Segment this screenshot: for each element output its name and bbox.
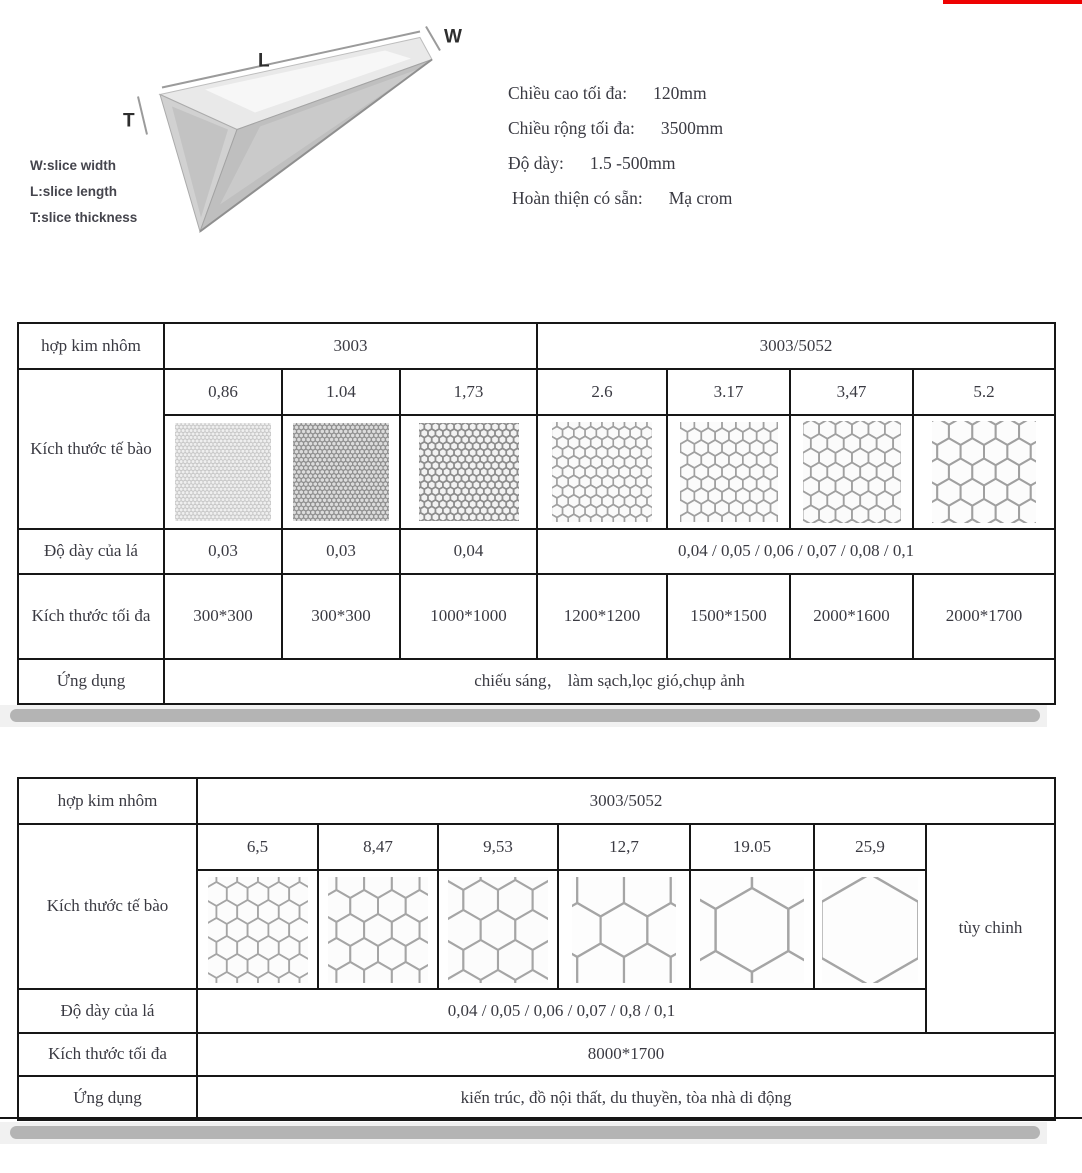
honeycomb-swatch [572, 877, 676, 983]
table-row [18, 778, 1055, 824]
bottom-divider [0, 1117, 1082, 1119]
spec-value: 120mm [653, 83, 707, 103]
honeycomb-swatch [175, 423, 271, 521]
cell-size-value: 1.04 [282, 369, 400, 415]
cell-size-value: 9,53 [438, 824, 558, 870]
alloy-group-3003: 3003 [164, 323, 537, 369]
spec-label: Độ dày: [508, 153, 564, 173]
swatch-cell [197, 870, 318, 989]
max-size-value: 300*300 [164, 574, 282, 659]
label-L: L [258, 50, 270, 72]
honeycomb-swatch [419, 423, 519, 521]
swatch-cell [400, 415, 537, 529]
table-small-cell-specs [17, 322, 1056, 705]
cell-size-value: 19.05 [690, 824, 814, 870]
max-size-value: 1200*1200 [537, 574, 667, 659]
row-label-foil: Độ dày của lá [18, 989, 197, 1033]
row-label-cell-size: Kích thước tế bào [18, 824, 197, 989]
row-label-max-size: Kích thước tối đa [18, 1033, 197, 1076]
spec-value: 1.5 -500mm [589, 153, 676, 173]
table-large-cell-specs [17, 777, 1056, 1121]
alloy-group-3003-5052: 3003/5052 [197, 778, 1055, 824]
table-row [18, 1076, 1055, 1120]
honeycomb-swatch [680, 422, 778, 522]
horizontal-scrollbar-thumb[interactable] [10, 1126, 1040, 1139]
table-row [18, 1033, 1055, 1076]
table-row [18, 323, 1055, 369]
honeycomb-swatch [448, 877, 548, 983]
swatch-cell [164, 415, 282, 529]
foil-value: 0,03 [282, 529, 400, 574]
swatch-cell [537, 415, 667, 529]
row-label-alloy: hợp kim nhôm [18, 323, 164, 369]
row-label-application: Ứng dụng [18, 1076, 197, 1120]
cell-size-value: 2.6 [537, 369, 667, 415]
spec-finish [508, 181, 732, 216]
dimension-line-T [138, 97, 147, 135]
slice-dimension-legend [30, 153, 137, 231]
application-value: chiếu sáng， làm sạch,lọc gió,chụp ảnh [164, 659, 1055, 704]
spec-value: Mạ crom [668, 188, 733, 208]
cell-size-value: 12,7 [558, 824, 690, 870]
swatch-cell [790, 415, 913, 529]
row-label-cell-size: Kích thước tế bào [18, 369, 164, 529]
swatch-cell [318, 870, 438, 989]
row-label-alloy: hợp kim nhôm [18, 778, 197, 824]
max-size-value: 2000*1600 [790, 574, 913, 659]
legend-line-width: W:slice width [30, 158, 117, 173]
cell-size-value: 8,47 [318, 824, 438, 870]
label-W: W [444, 26, 462, 48]
spec-label: Chiều rộng tối đa: [508, 118, 635, 138]
cell-size-value: 6,5 [197, 824, 318, 870]
swatch-cell [814, 870, 926, 989]
honeycomb-swatch [208, 877, 308, 983]
max-size-value: 1000*1000 [400, 574, 537, 659]
cell-size-value: 3.17 [667, 369, 790, 415]
max-size-value: 300*300 [282, 574, 400, 659]
max-size-value: 2000*1700 [913, 574, 1055, 659]
spec-max-height [508, 76, 732, 111]
honeycomb-swatch [803, 421, 901, 523]
table-row [18, 369, 1055, 415]
legend-line-length: L:slice length [30, 184, 118, 199]
row-label-foil: Độ dày của lá [18, 529, 164, 574]
honeycomb-swatch [293, 423, 389, 521]
table-row [18, 824, 1055, 870]
legend-line-thickness: T:slice thickness [30, 210, 138, 225]
alloy-group-3003-5052: 3003/5052 [537, 323, 1055, 369]
cell-size-value: 1,73 [400, 369, 537, 415]
honeycomb-swatch [932, 421, 1036, 523]
foil-value-range: 0,04 / 0,05 / 0,06 / 0,07 / 0,08 / 0,1 [537, 529, 1055, 574]
table-row-swatches [18, 415, 1055, 529]
horizontal-scrollbar-track[interactable] [0, 1122, 1047, 1144]
table-row [18, 529, 1055, 574]
cell-size-value: 0,86 [164, 369, 282, 415]
row-label-max-size: Kích thước tối đa [18, 574, 164, 659]
foil-value: 0,03 [164, 529, 282, 574]
foil-value: 0,04 [400, 529, 537, 574]
row-label-application: Ứng dụng [18, 659, 164, 704]
spec-list [508, 76, 732, 216]
table-row [18, 574, 1055, 659]
spec-value: 3500mm [660, 118, 724, 138]
horizontal-scrollbar-track[interactable] [0, 705, 1047, 727]
red-banner-edge [943, 0, 1082, 4]
swatch-cell [690, 870, 814, 989]
swatch-cell [438, 870, 558, 989]
max-size-value: 8000*1700 [197, 1033, 1055, 1076]
table-row [18, 989, 1055, 1033]
spec-label: Chiều cao tối đa: [508, 83, 628, 103]
table-row [18, 659, 1055, 704]
dimension-line-W [426, 27, 440, 51]
foil-value-range: 0,04 / 0,05 / 0,06 / 0,07 / 0,8 / 0,1 [197, 989, 926, 1033]
honeycomb-swatch [700, 877, 804, 983]
max-size-value: 1500*1500 [667, 574, 790, 659]
swatch-cell [558, 870, 690, 989]
cell-size-value: 5.2 [913, 369, 1055, 415]
cell-size-value: 25,9 [814, 824, 926, 870]
label-T: T [123, 110, 135, 132]
swatch-cell [913, 415, 1055, 529]
swatch-cell [282, 415, 400, 529]
horizontal-scrollbar-thumb[interactable] [10, 709, 1040, 722]
spec-max-width [508, 111, 732, 146]
spec-thickness [508, 146, 732, 181]
custom-option: tùy chinh [926, 824, 1055, 1033]
cell-size-value: 3,47 [790, 369, 913, 415]
honeycomb-swatch [552, 422, 652, 522]
honeycomb-swatch [822, 877, 918, 983]
swatch-cell [667, 415, 790, 529]
honeycomb-swatch [328, 877, 428, 983]
application-value: kiến trúc, đồ nội thất, du thuyền, tòa nhà di động [197, 1076, 1055, 1120]
spec-label: Hoàn thiện có sẵn: [512, 188, 643, 208]
